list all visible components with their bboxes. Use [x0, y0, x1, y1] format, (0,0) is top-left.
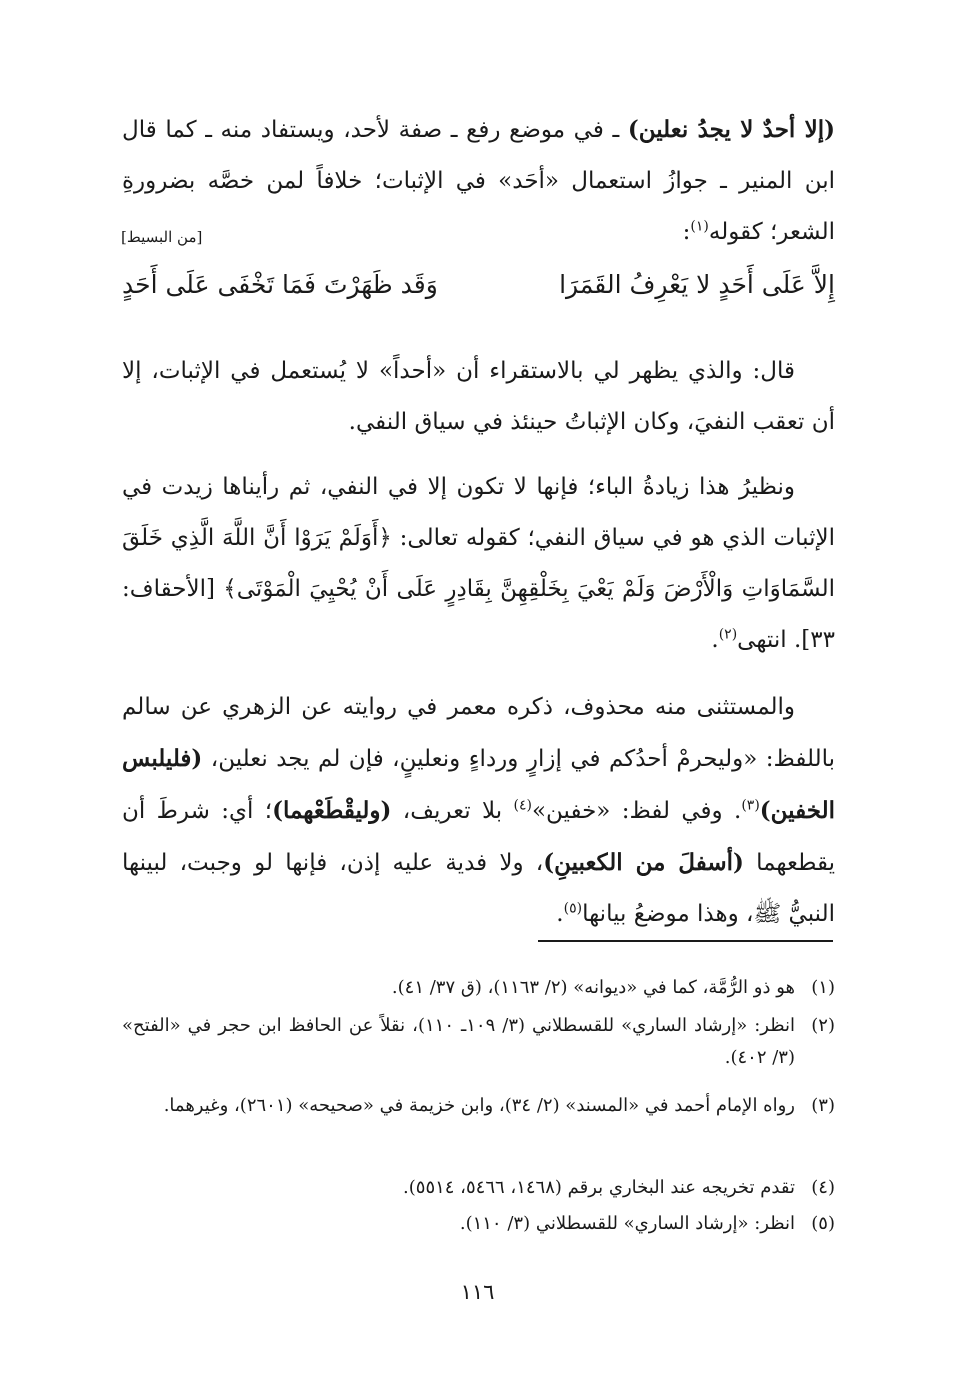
verse-hemistich-2: إِلاَّ عَلَى أَحَدٍ لا يَعْرِفُ القَمَرَا	[559, 270, 835, 299]
paragraph-text: ؛ أي: شرطَ أن يقطعهما	[122, 798, 835, 876]
footnote-number: (٣)	[811, 1095, 835, 1116]
footnote-ref-5[interactable]: (٥)	[563, 900, 583, 917]
punctuation: :	[682, 219, 691, 245]
punctuation: .	[556, 901, 564, 927]
paragraph-text: . وفي لفظ: «خفين»	[531, 798, 742, 824]
hadith-phrase-bold: (وليقْطَعْهما)	[272, 797, 392, 824]
verse-hemistich-1: وَقَد ظَهَرْتَ فَمَا تَخْفَى عَلَى أَحَدٍ	[122, 270, 438, 299]
paragraph-text: ، ولا فدية عليه إذن، فإنها لو وجبت، لبينها النبيُّ ﷺ، وهذا موضعُ بيانها	[122, 850, 835, 927]
paragraph-3	[122, 462, 835, 666]
footnote-number: (٢)	[811, 1015, 835, 1036]
footnote-ref-1[interactable]: (١)	[690, 218, 709, 235]
meter-label: [من البسيط]	[121, 228, 203, 246]
footnote-text: رواه الإمام أحمد في «المسند» (٢/ ٣٤)، وابن خزيمة في «صحيحه» (٢٦٠١)، وغيرهما.	[163, 1095, 795, 1116]
footnote-text: انظر: «إرشاد الساري» للقسطلاني (٣/ ١٠٩ـ ١١٠)، نقلاً عن الحافظ ابن حجر في «الفتح» (٣/ ٤٠٢).	[122, 1015, 795, 1068]
paragraph-text: انتهى	[737, 627, 794, 653]
footnote-number: (١)	[811, 977, 835, 998]
paragraph-text: بلا تعريف،	[391, 798, 514, 824]
footnote-text: هو ذو الرُّمَّة، كما في «ديوانه» (٢/ ١١٦٣)، (ق ٣٧/ ٤١).	[391, 977, 795, 998]
footnote-ref-4[interactable]: (٤)	[513, 797, 532, 814]
footnote-ref-3[interactable]: (٣)	[741, 797, 760, 814]
paragraph-4	[122, 682, 835, 940]
footnote-3	[122, 1090, 835, 1122]
paragraph-text: ونظيرُ هذا زيادةُ الباء؛ فإنها لا تكون إلا في النفي، ثم رأيناها زيدت في الإثبات الذي هو في سياق النفي؛ كقوله تعالى:	[122, 474, 835, 551]
punctuation: .	[711, 627, 719, 653]
poetry-verse	[122, 270, 835, 299]
page-number: ١١٦	[460, 1280, 495, 1304]
hadith-phrase-bold: (فليلبس الخفين)	[122, 745, 835, 824]
footnote-2	[122, 1010, 835, 1074]
footnote-number: (٥)	[811, 1213, 835, 1234]
footnote-number: (٤)	[811, 1177, 835, 1198]
quran-citation: [الأحقاف: ٣٣].	[122, 576, 835, 653]
paragraph-text: والمستثنى منه محذوف، ذكره معمر في روايته عن الزهري عن سالم باللفظ: «وليحرمْ أحدُكم في إزارٍ ورداءٍ ونعلينٍ، فإن لم يجد نعلين،	[122, 694, 835, 772]
paragraph-2	[122, 346, 835, 448]
footnote-ref-2[interactable]: (٢)	[718, 626, 738, 643]
footnote-5	[122, 1208, 835, 1240]
hadith-phrase-bold: (أسفلَ من الكعبينِ)	[543, 849, 744, 876]
footnote-1	[122, 972, 835, 1004]
footnote-4	[122, 1172, 835, 1204]
paragraph-text: ـ في موضع رفع ـ صفة لأحد، ويستفاد منه ـ كما قال ابن المنير ـ جوازُ استعمال «أحَد» في الإثبات؛ خلافاً لمن خصَّه بضرورةِ الشعر؛ كقوله	[122, 117, 835, 245]
hadith-phrase-bold: (إلا أحدٌ لا يجدُ نعلين)	[627, 116, 836, 143]
quran-verse: ﴿أَوَلَمْ يَرَوْا أَنَّ اللَّهَ الَّذِي خَلَقَ السَّمَاوَاتِ وَالْأَرْضَ وَلَمْ يَعْيَ بِخَلْقِهِنَّ بِقَادِرٍ عَلَى أَنْ يُحْيِيَ الْمَوْتَى﴾	[122, 525, 835, 602]
footnote-separator	[538, 940, 833, 942]
footnote-text: تقدم تخريجه عند البخاري برقم (١٤٦٨، ٥٤٦٦، ٥٥١٤).	[403, 1177, 795, 1198]
paragraph-1	[122, 104, 835, 258]
paragraph-text: قال: والذي يظهر لي بالاستقراء أن «أحداً» لا يُستعمل في الإثبات، إلا أن تعقب النفيَ، وكان الإثباتُ حينئذ في سياق النفي.	[122, 358, 835, 435]
footnote-text: انظر: «إرشاد الساري» للقسطلاني (٣/ ١١٠).	[459, 1213, 795, 1234]
